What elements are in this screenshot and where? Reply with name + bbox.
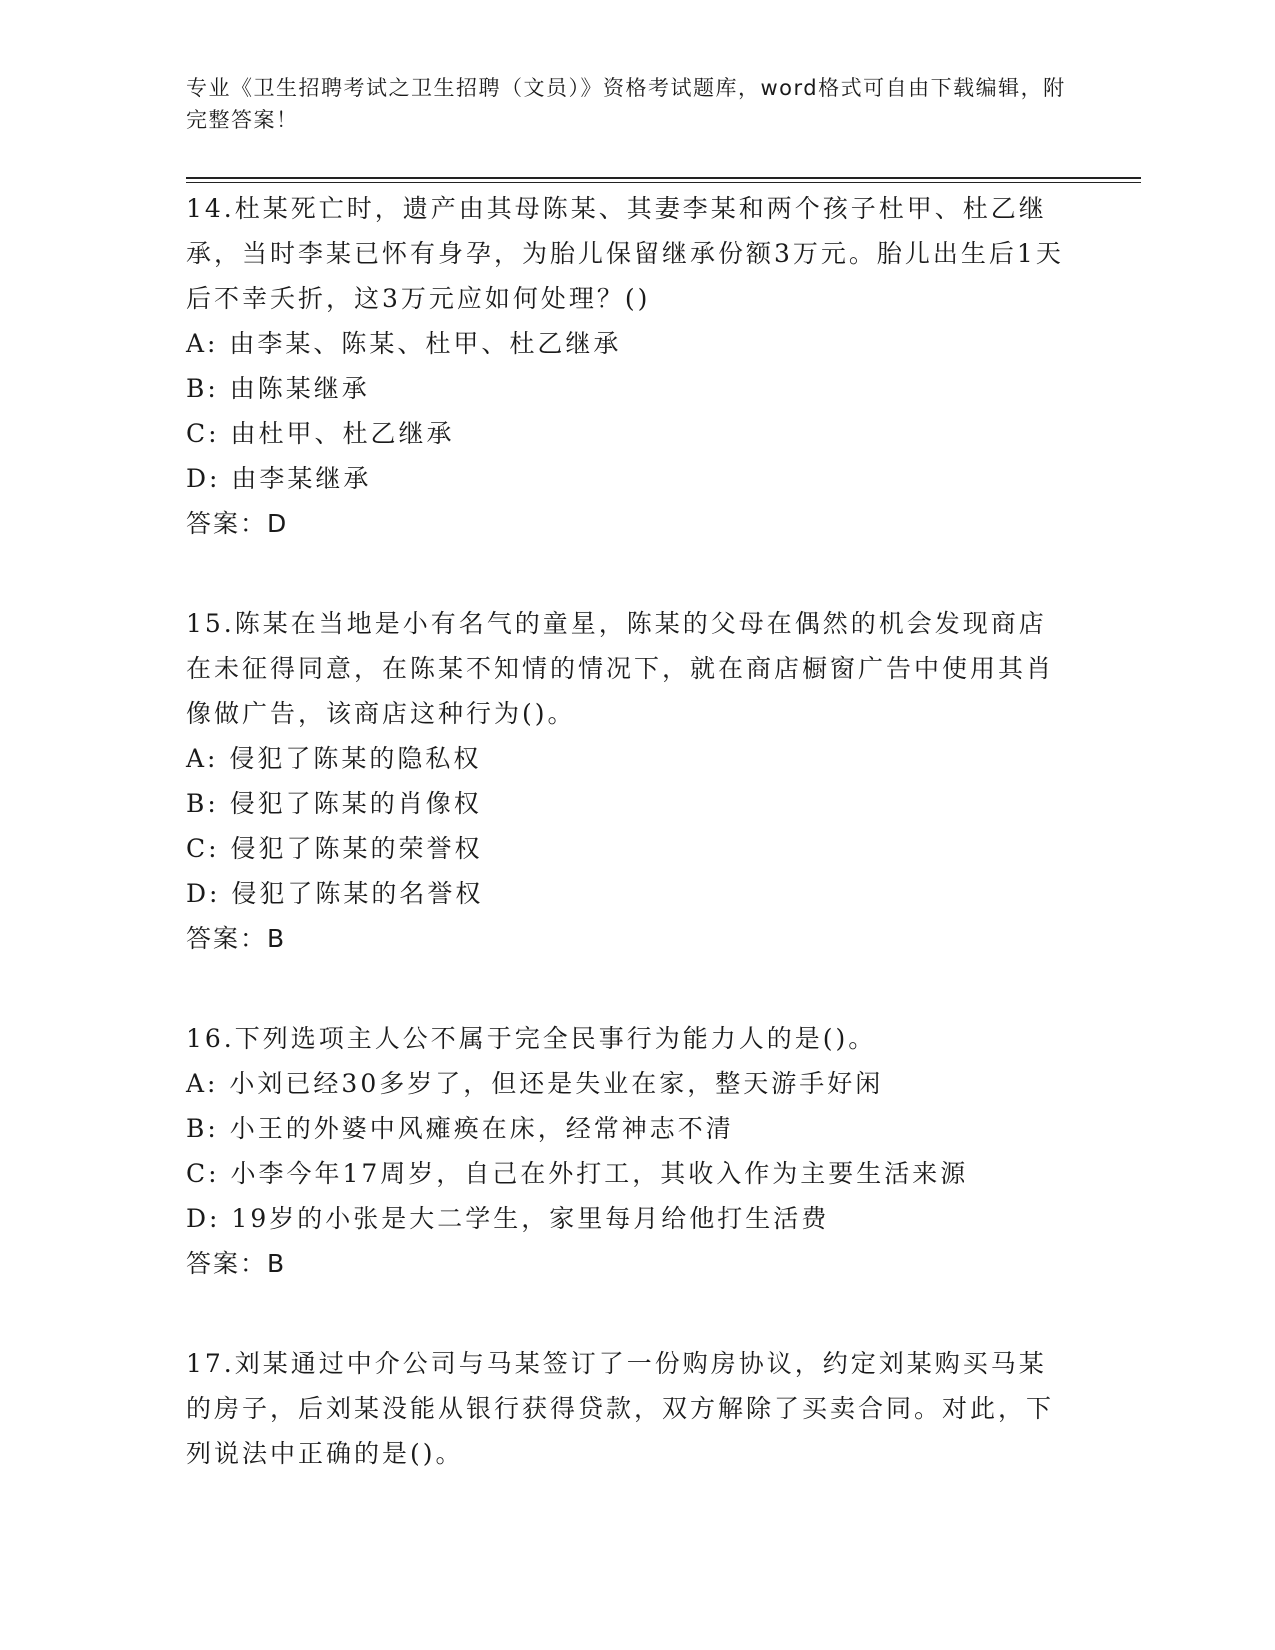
question-spacer [186, 1286, 1066, 1341]
header-divider-thick [186, 177, 1141, 179]
answer-line: 答案：B [186, 1249, 287, 1278]
option-b: B: 由陈某继承 [186, 374, 370, 403]
document-header [186, 72, 1066, 136]
question-stem: 17.刘某通过中介公司与马某签订了一份购房协议，约定刘某购买马某的房子，后刘某没能从银行获得贷款，双方解除了买卖合同。对此，下列说法中正确的是()。 [186, 1349, 1055, 1468]
answer-line: 答案：B [186, 924, 287, 953]
option-d: D: 侵犯了陈某的名誉权 [186, 879, 484, 908]
question-stem: 15.陈某在当地是小有名气的童星，陈某的父母在偶然的机会发现商店在未征得同意，在陈某不知情的情况下，就在商店橱窗广告中使用其肖像做广告，该商店这种行为()。 [186, 609, 1055, 728]
option-d: D: 由李某继承 [186, 464, 372, 493]
question-list [186, 186, 1066, 1476]
question-spacer [186, 961, 1066, 1016]
question-stem: 14.杜某死亡时，遗产由其母陈某、其妻李某和两个孩子杜甲、杜乙继承，当时李某已怀有身孕，为胎儿保留继承份额3万元。胎儿出生后1天后不幸夭折，这3万元应如何处理？() [186, 194, 1064, 313]
option-a: A: 由李某、陈某、杜甲、杜乙继承 [186, 329, 622, 358]
option-c: C: 小李今年17周岁，自己在外打工，其收入作为主要生活来源 [186, 1159, 969, 1188]
answer-line: 答案：D [186, 509, 289, 538]
option-a: A: 小刘已经30多岁了，但还是失业在家，整天游手好闲 [186, 1069, 884, 1098]
question-15 [186, 601, 1066, 961]
option-a: A: 侵犯了陈某的隐私权 [186, 744, 482, 773]
header-text: 专业《卫生招聘考试之卫生招聘（文员）》资格考试题库，word格式可自由下载编辑，附完整答案！ [186, 76, 1066, 132]
option-b: B: 小王的外婆中风瘫痪在床，经常神志不清 [186, 1114, 734, 1143]
option-d: D: 19岁的小张是大二学生，家里每月给他打生活费 [186, 1204, 830, 1233]
question-16 [186, 1016, 1066, 1286]
question-14 [186, 186, 1066, 546]
question-spacer [186, 546, 1066, 601]
header-divider-thin [186, 182, 1141, 183]
option-c: C: 侵犯了陈某的荣誉权 [186, 834, 483, 863]
question-17 [186, 1341, 1066, 1476]
option-c: C: 由杜甲、杜乙继承 [186, 419, 455, 448]
question-stem: 16.下列选项主人公不属于完全民事行为能力人的是()。 [186, 1024, 877, 1053]
option-b: B: 侵犯了陈某的肖像权 [186, 789, 482, 818]
